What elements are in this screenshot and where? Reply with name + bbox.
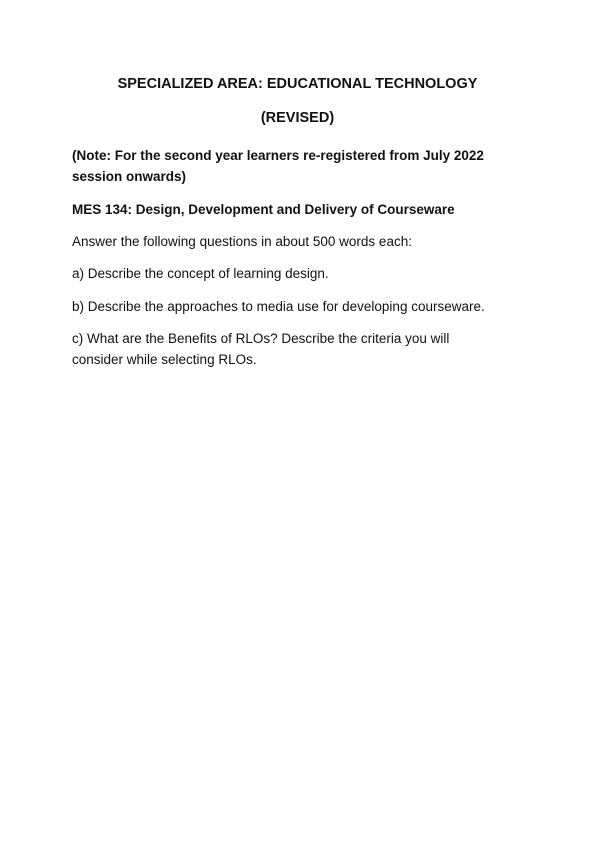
note-paragraph [72,145,542,187]
question-b: b) Describe the approaches to media use for developing courseware. [72,299,485,314]
question-line: consider while selecting RLOs. [72,352,257,367]
course-title: MES 134: Design, Development and Delivery of Courseware [72,202,455,217]
document-title: SPECIALIZED AREA: EDUCATIONAL TECHNOLOGY [117,76,478,92]
note-line: (Note: For the second year learners re-registered from July 2022 [72,148,484,163]
instruction-text: Answer the following questions in about 500 words each: [72,234,412,249]
note-line: session onwards) [72,169,187,184]
question-a: a) Describe the concept of learning design. [72,266,329,281]
question-line: c) What are the Benefits of RLOs? Describe the criteria you will [72,331,450,346]
question-c [72,328,542,370]
document-subtitle: (REVISED) [260,110,335,126]
